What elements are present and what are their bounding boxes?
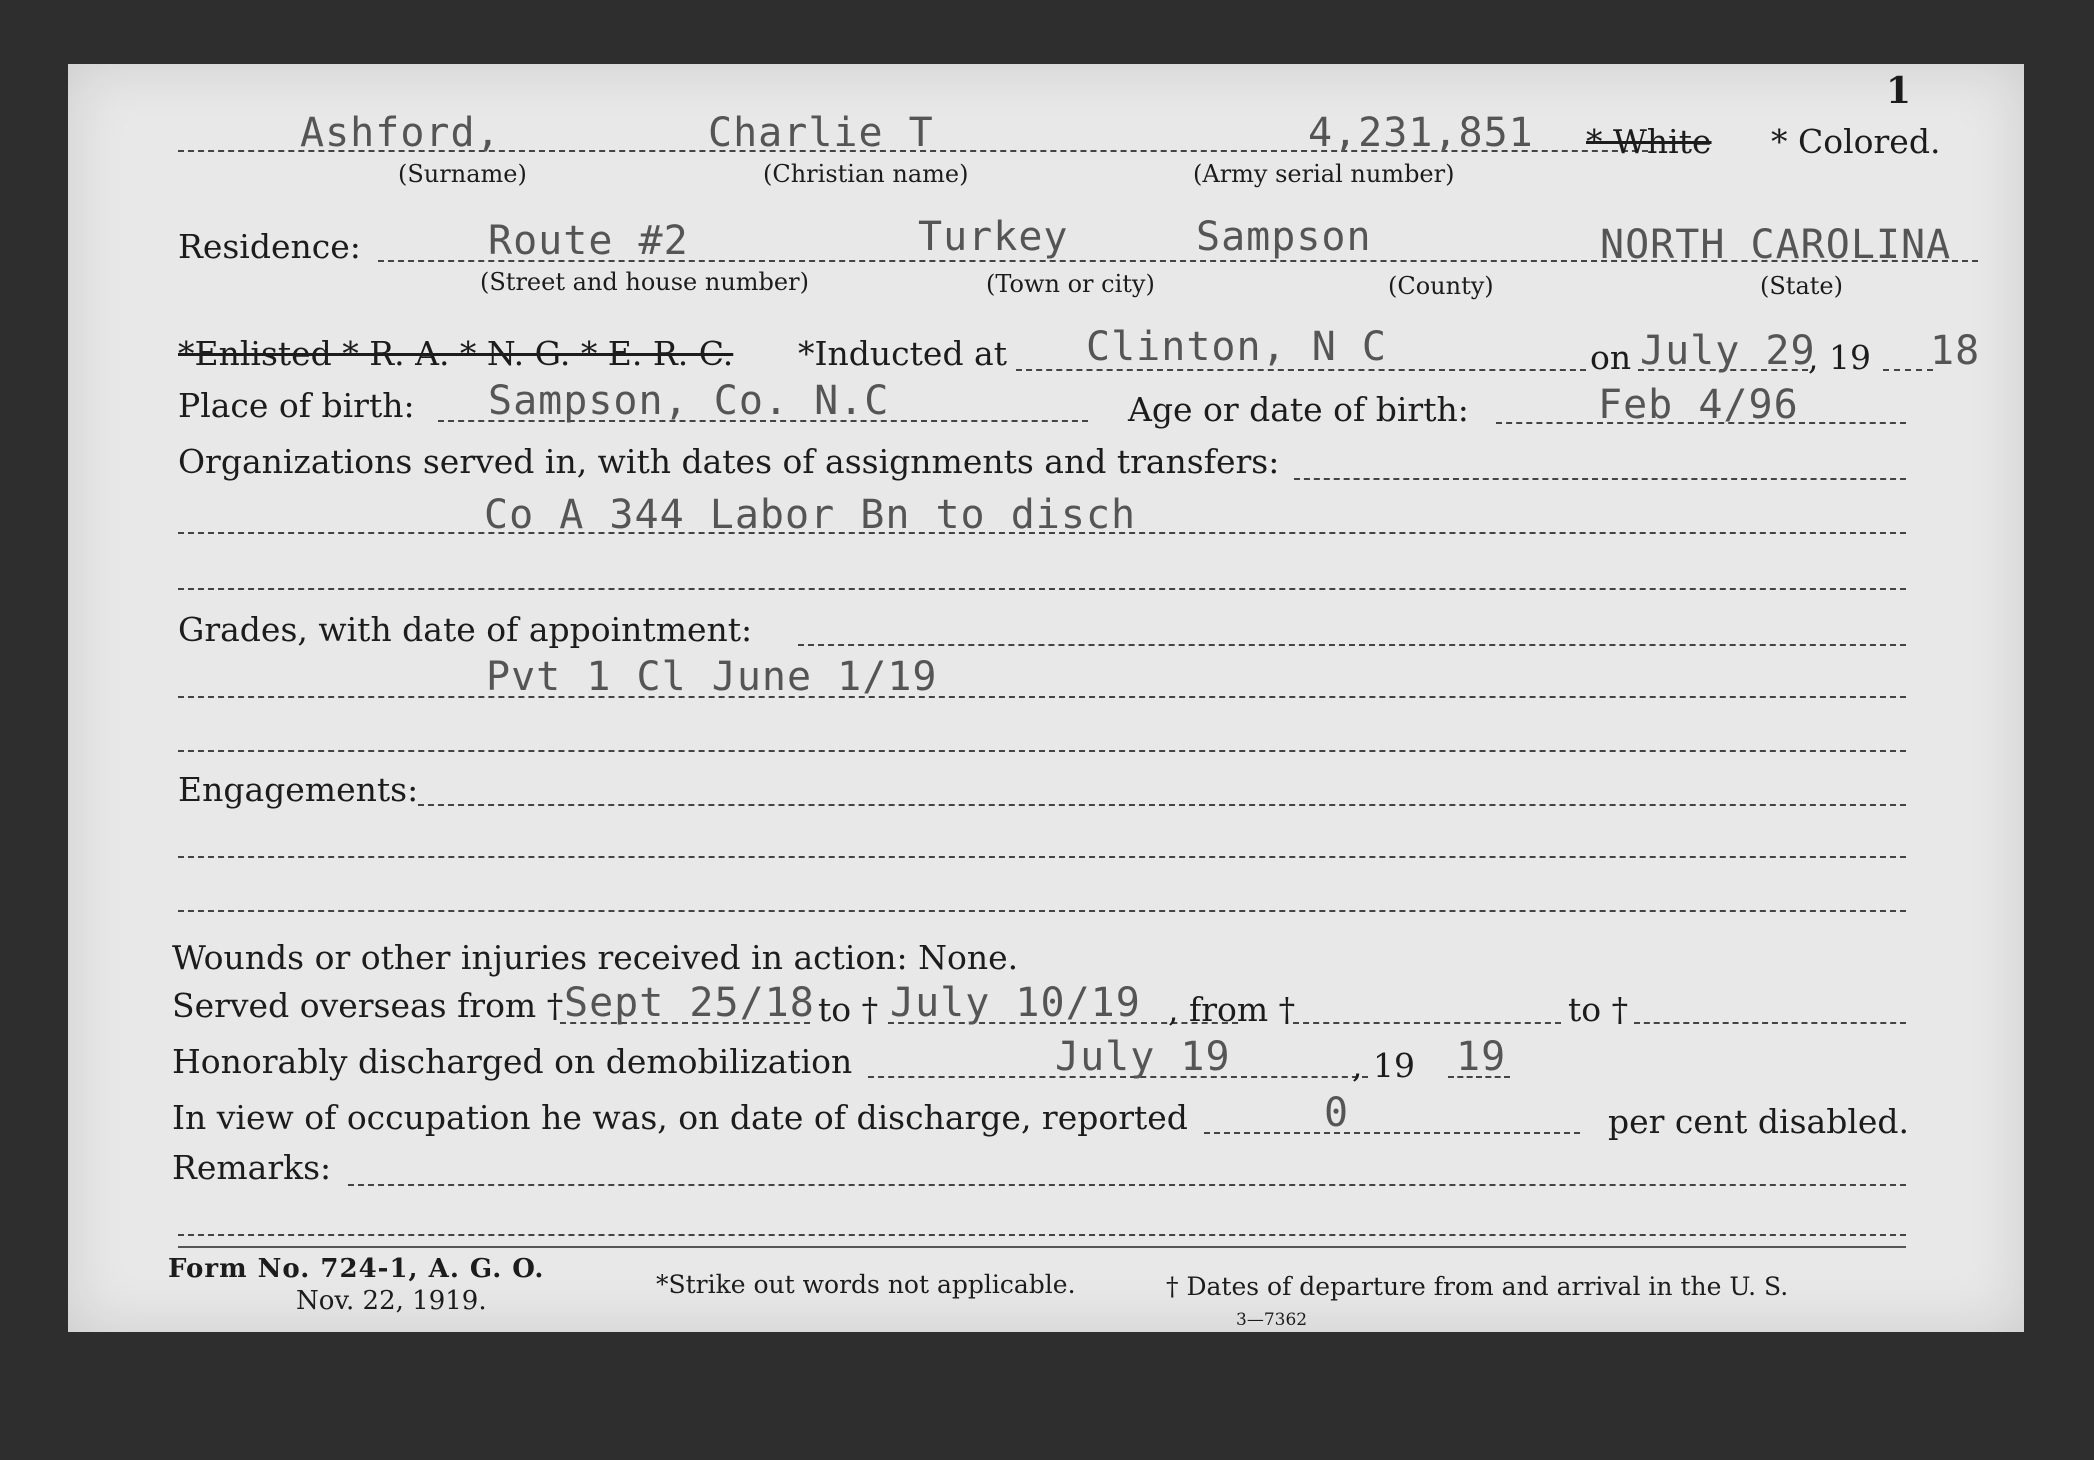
discharged-year-value: 19 [1456, 1034, 1507, 1080]
occupation-label: In view of occupation he was, on date of discharge, reported [172, 1098, 1188, 1137]
army-serial-value: 4,231,851 [1308, 110, 1534, 156]
disabled-suffix: per cent disabled. [1608, 1102, 1910, 1141]
print-code: 3—7362 [1236, 1310, 1308, 1330]
wounds-label: Wounds or other injuries received in action: None. [172, 938, 1019, 977]
engagements-line-2 [178, 910, 1906, 912]
overseas-from-label-2: , from † [1168, 990, 1296, 1029]
year-prefix: , 19 [1808, 338, 1871, 377]
overseas-label: Served overseas from † [172, 986, 564, 1025]
disabled-percent-value: 0 [1324, 1090, 1350, 1136]
race-colored-option: * Colored. [1771, 122, 1941, 161]
organizations-value: Co A 344 Labor Bn to disch [484, 492, 1137, 538]
birth-place-label: Place of birth: [178, 386, 415, 425]
birth-date-value: Feb 4/96 [1598, 382, 1799, 428]
state-value: NORTH CAROLINA [1600, 222, 1952, 268]
street-value: Route #2 [488, 218, 689, 264]
town-value: Turkey [918, 214, 1069, 260]
disabled-line [1204, 1132, 1580, 1134]
county-label: (County) [1388, 272, 1494, 300]
state-label: (State) [1760, 272, 1843, 300]
service-card [68, 64, 2024, 1332]
surname-label: (Surname) [398, 160, 527, 188]
inducted-year-line [1883, 369, 1933, 371]
army-serial-label: (Army serial number) [1193, 160, 1455, 188]
town-label: (Town or city) [986, 270, 1155, 298]
inducted-at-value: Clinton, N C [1086, 324, 1387, 370]
overseas-from-value: Sept 25/18 [564, 980, 815, 1026]
overseas-to-label: to † [818, 990, 879, 1029]
enlisted-options: *Enlisted * R. A. * N. G. * E. R. C. [178, 334, 734, 373]
overseas-from-line-2 [1293, 1022, 1561, 1024]
form-date: Nov. 22, 1919. [296, 1286, 487, 1316]
footnote-strike: *Strike out words not applicable. [656, 1270, 1076, 1299]
grades-line-2 [178, 750, 1906, 752]
inducted-date-value: July 29 [1640, 328, 1816, 374]
grades-value: Pvt 1 Cl June 1/19 [486, 654, 938, 700]
grades-line-1 [178, 696, 1906, 698]
on-label: on [1590, 338, 1632, 377]
grades-label: Grades, with date of appointment: [178, 610, 753, 649]
footnote-dates: † Dates of departure from and arrival in the U. S. [1166, 1272, 1789, 1301]
inducted-label: *Inducted at [798, 334, 1007, 373]
overseas-to-label-2: to † [1568, 990, 1629, 1029]
residence-label: Residence: [178, 227, 361, 266]
remarks-label: Remarks: [172, 1148, 332, 1187]
county-value: Sampson [1196, 214, 1372, 260]
race-white-option: * White [1586, 122, 1712, 161]
age-label: Age or date of birth: [1128, 390, 1469, 429]
overseas-to-value: July 10/19 [890, 980, 1141, 1026]
engagements-line-0 [418, 804, 1906, 806]
overseas-to-line-2 [1634, 1022, 1906, 1024]
remarks-line-0 [348, 1184, 1906, 1186]
inducted-year-value: 18 [1930, 328, 1981, 374]
surname-value: Ashford, [300, 110, 501, 156]
form-number: Form No. 724-1, A. G. O. [168, 1254, 545, 1284]
christian-name-label: (Christian name) [763, 160, 969, 188]
remarks-line-1 [178, 1234, 1906, 1236]
organizations-label: Organizations served in, with dates of assignments and transfers: [178, 442, 1280, 481]
discharged-year-prefix: , 19 [1352, 1046, 1415, 1085]
birth-place-value: Sampson, Co. N.C [488, 378, 890, 424]
organizations-line-0 [1294, 478, 1906, 480]
organizations-line-2 [178, 588, 1906, 590]
grades-line-0 [798, 644, 1906, 646]
discharged-label: Honorably discharged on demobilization [172, 1042, 853, 1081]
engagements-line-1 [178, 856, 1906, 858]
engagements-label: Engagements: [178, 770, 419, 809]
page-number: 1 [1886, 70, 1912, 112]
discharged-date-value: July 19 [1055, 1034, 1231, 1080]
footer-rule [178, 1246, 1906, 1248]
street-label: (Street and house number) [480, 268, 809, 296]
christian-name-value: Charlie T [708, 110, 934, 156]
